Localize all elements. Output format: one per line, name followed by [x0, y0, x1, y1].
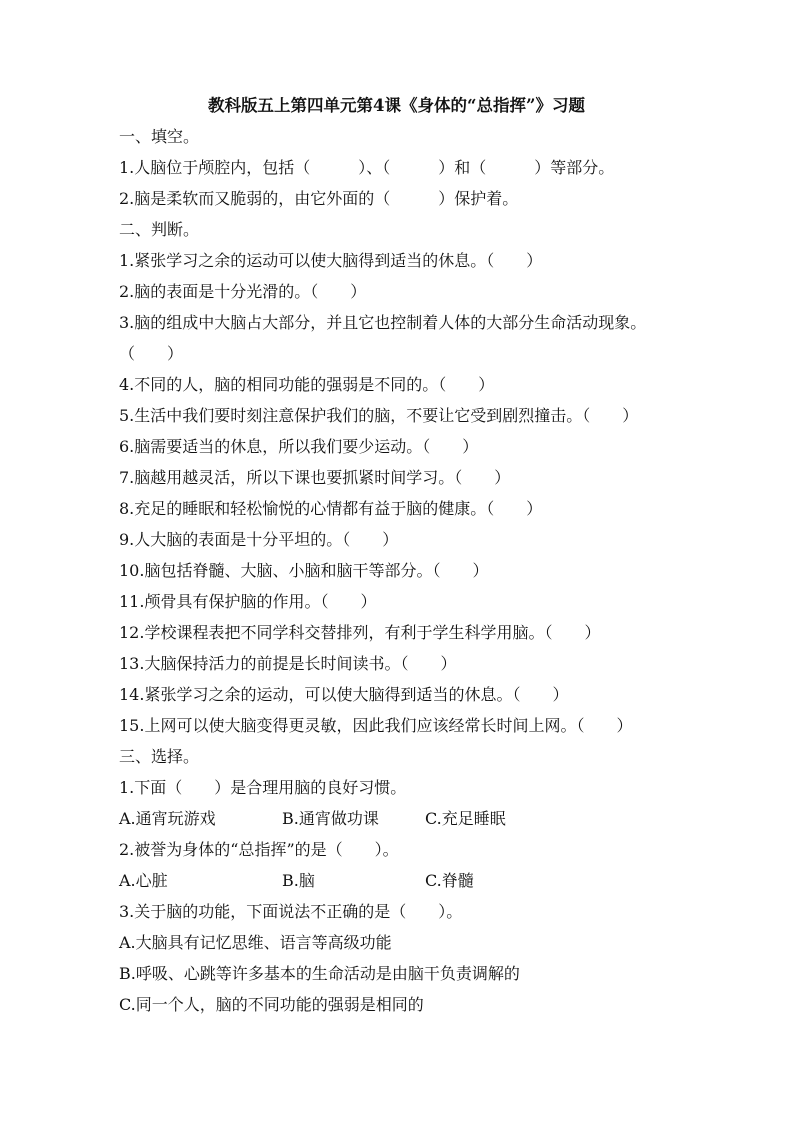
choice-question-3-option-b: B.呼吸、心跳等许多基本的生命活动是由脑干负责调解的	[119, 964, 520, 983]
choice-question-3-option-c: C.同一个人，脑的不同功能的强弱是相同的	[119, 995, 424, 1014]
section-multiple-choice-heading: 三、选择。	[119, 747, 200, 766]
true-false-question-1: 1.紧张学习之余的运动可以使大脑得到适当的休息。（ ）	[119, 251, 543, 270]
choice-question-3-option-a: A.大脑具有记忆思维、语言等高级功能	[119, 933, 392, 952]
true-false-question-3-bracket: （ ）	[119, 344, 184, 363]
true-false-question-10: 10.脑包括脊髓、大脑、小脑和脑干等部分。（ ）	[119, 561, 489, 580]
true-false-question-12: 12.学校课程表把不同学科交替排列，有利于学生科学用脑。（ ）	[119, 623, 601, 642]
choice-question-2-option-c: C.脊髓	[425, 871, 474, 890]
choice-question-3-stem: 3.关于脑的功能，下面说法不正确的是（ ）。	[119, 902, 463, 921]
true-false-question-2: 2.脑的表面是十分光滑的。（ ）	[119, 282, 367, 301]
true-false-question-11: 11.颅骨具有保护脑的作用。（ ）	[119, 592, 377, 611]
page-title: 教科版五上第四单元第4课《身体的“总指挥”》习题	[208, 96, 585, 115]
true-false-question-7: 7.脑越用越灵活，所以下课也要抓紧时间学习。（ ）	[119, 468, 511, 487]
worksheet-content	[119, 121, 679, 1020]
section-true-false-heading: 二、判断。	[119, 220, 200, 239]
true-false-question-6: 6.脑需要适当的休息，所以我们要少运动。（ ）	[119, 437, 479, 456]
true-false-question-3: 3.脑的组成中大脑占大部分，并且它也控制着人体的大部分生命活动现象。	[119, 313, 647, 332]
choice-question-2-stem: 2.被誉为身体的“总指挥”的是（ ）。	[119, 840, 399, 859]
true-false-question-5: 5.生活中我们要时刻注意保护我们的脑，不要让它受到剧烈撞击。（ ）	[119, 406, 639, 425]
choice-question-2-option-b: B.脑	[282, 871, 315, 890]
choice-question-1-options	[119, 803, 679, 834]
true-false-question-9: 9.人大脑的表面是十分平坦的。（ ）	[119, 530, 399, 549]
section-fill-blank-heading: 一、填空。	[119, 127, 200, 146]
true-false-question-8: 8.充足的睡眠和轻松愉悦的心情都有益于脑的健康。（ ）	[119, 499, 543, 518]
true-false-question-14: 14.紧张学习之余的运动，可以使大脑得到适当的休息。（ ）	[119, 685, 569, 704]
true-false-question-15: 15.上网可以使大脑变得更灵敏，因此我们应该经常长时间上网。（ ）	[119, 716, 633, 735]
fill-blank-question-2: 2.脑是柔软而又脆弱的，由它外面的（ ）保护着。	[119, 189, 519, 208]
choice-question-2-option-a: A.心脏	[119, 871, 168, 890]
true-false-question-4: 4.不同的人，脑的相同功能的强弱是不同的。（ ）	[119, 375, 495, 394]
choice-question-1-option-a: A.通宵玩游戏	[119, 809, 216, 828]
choice-question-2-options	[119, 865, 679, 896]
choice-question-1-stem: 1.下面（ ）是合理用脑的良好习惯。	[119, 778, 407, 797]
choice-question-1-option-c: C.充足睡眠	[425, 809, 506, 828]
choice-question-1-option-b: B.通宵做功课	[282, 809, 379, 828]
true-false-question-13: 13.大脑保持活力的前提是长时间读书。（ ）	[119, 654, 457, 673]
fill-blank-question-1: 1.人脑位于颅腔内，包括（ ）、（ ）和（ ）等部分。	[119, 158, 615, 177]
